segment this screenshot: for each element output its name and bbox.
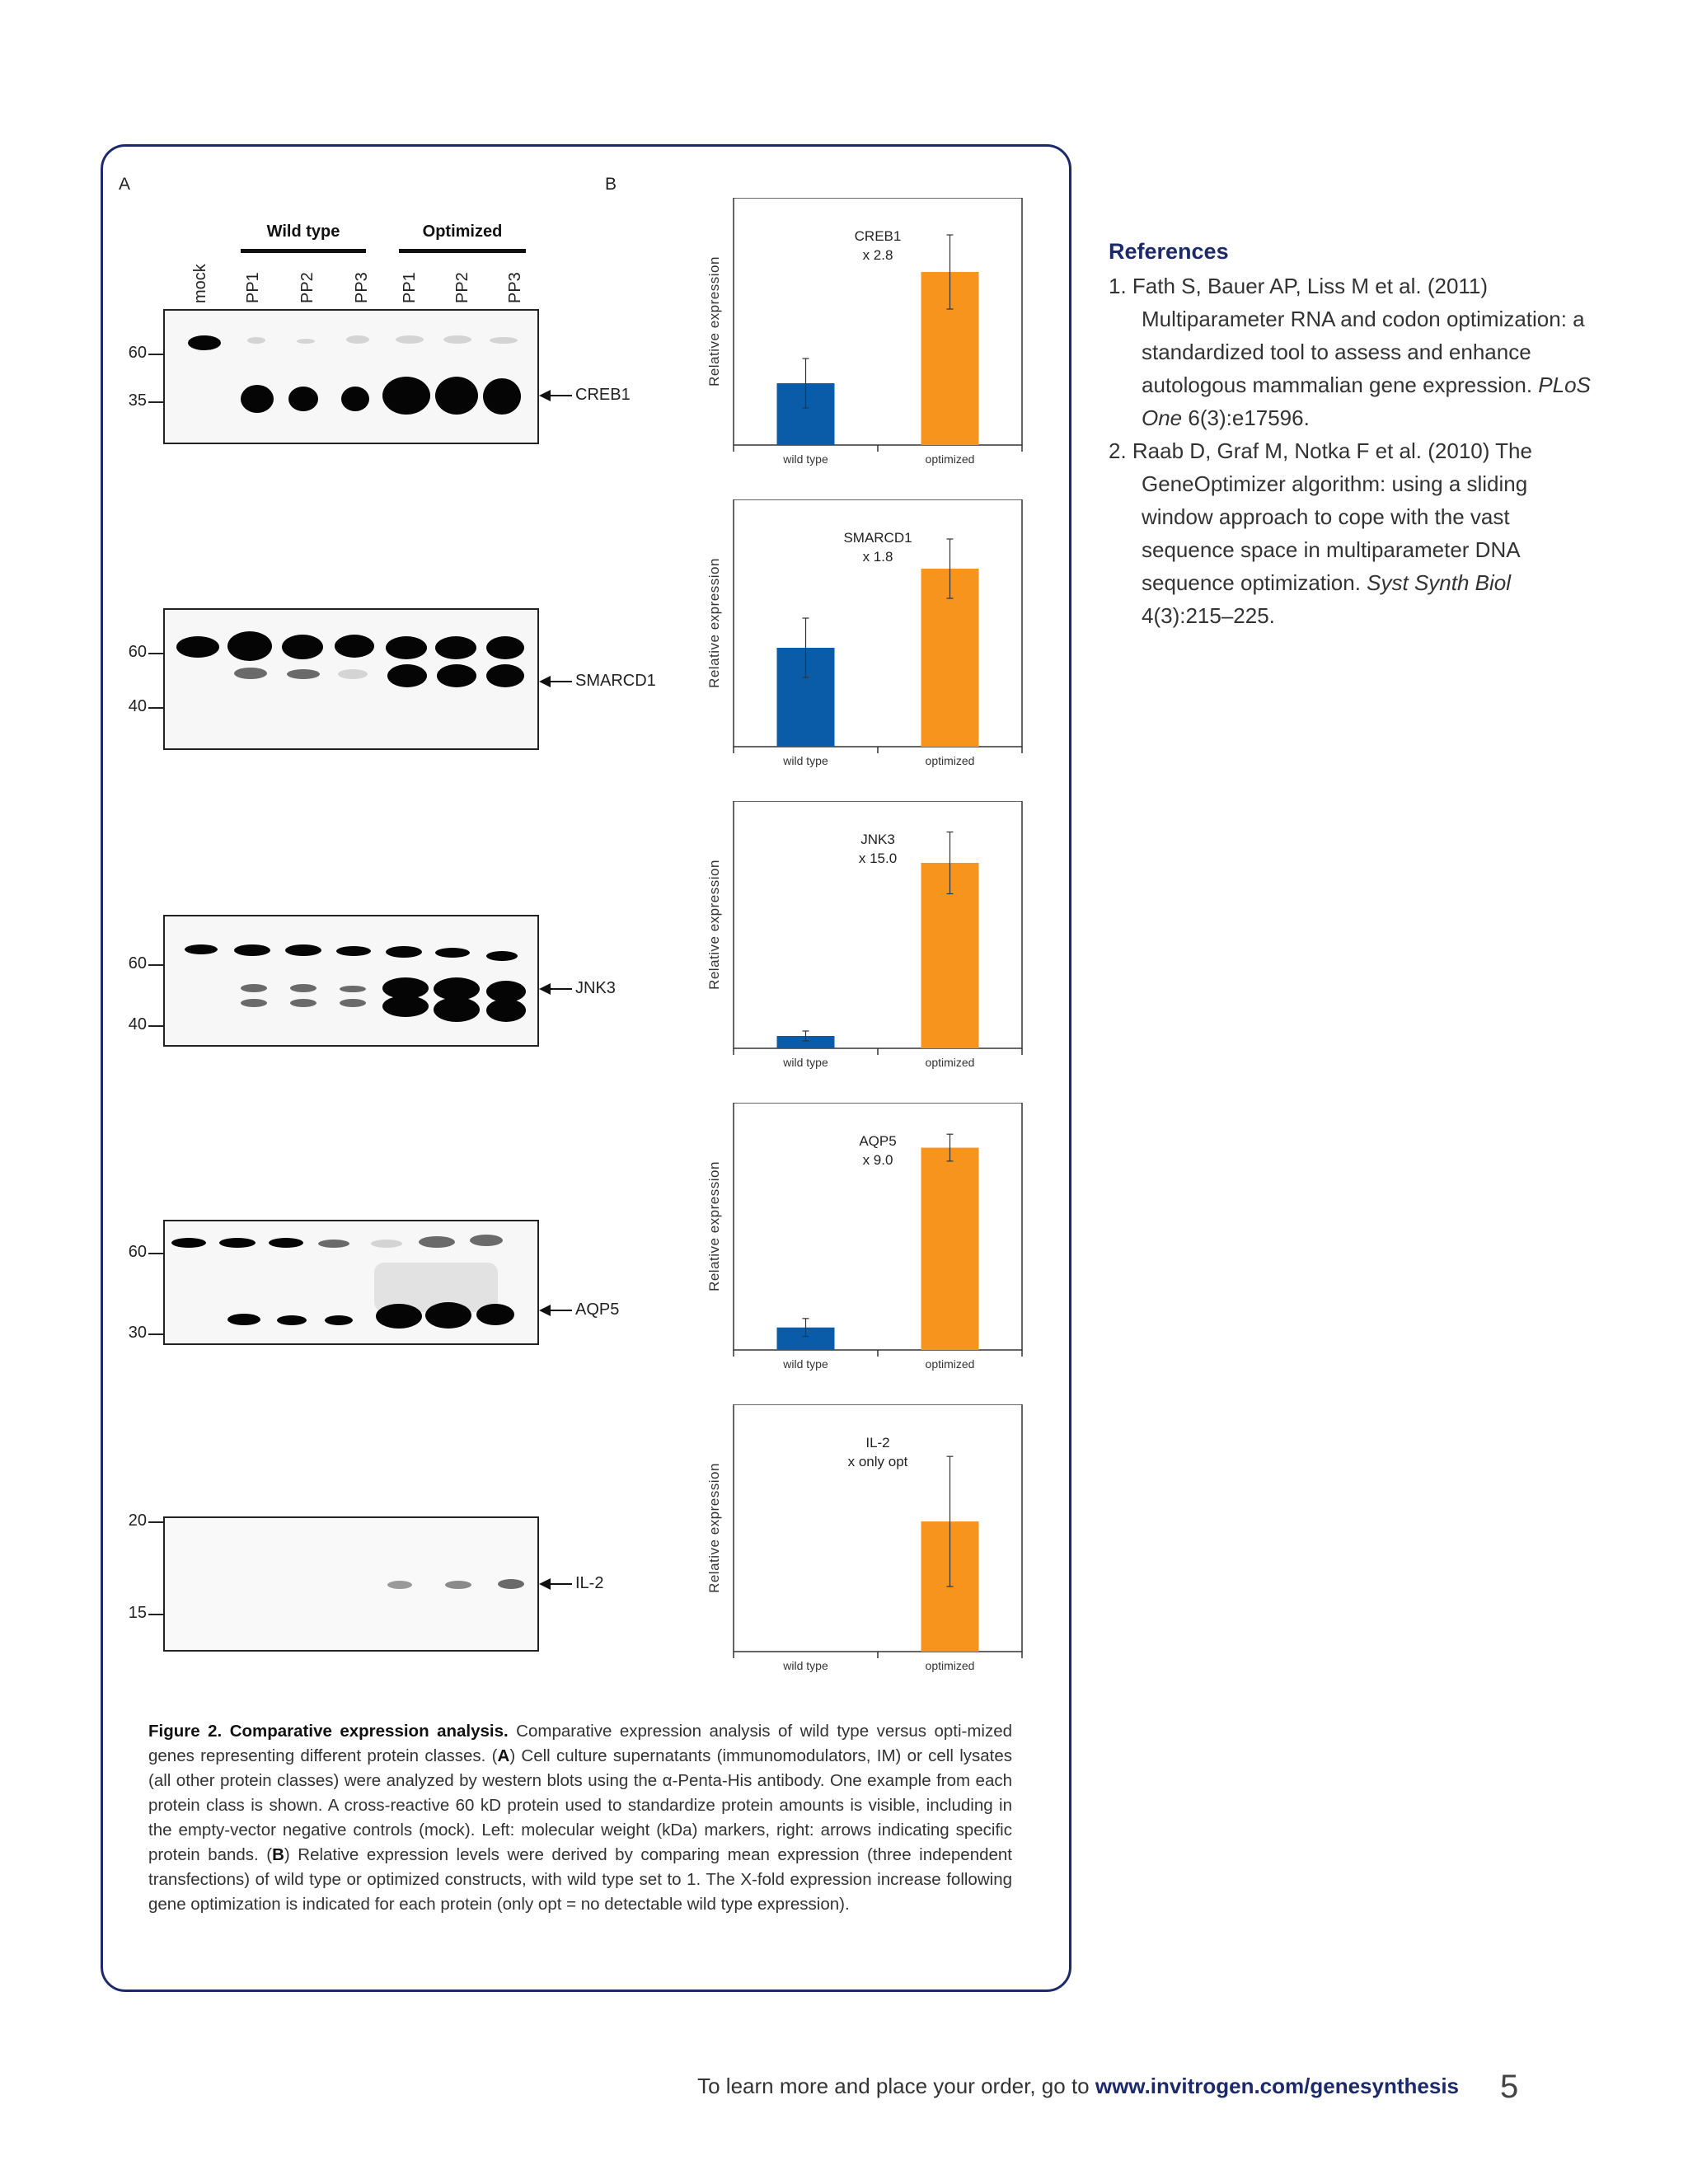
panel-a-label: A [119,175,131,194]
arrow-left-icon [539,390,551,401]
bar-chart-jnk3 [692,801,1039,1073]
arrow-label-aqp5: AQP5 [539,1301,619,1319]
western-blot-smarcd1 [163,608,539,750]
lane-label-mock: mock [191,264,209,303]
references-section [1109,239,1603,632]
x-tick-label: wild type [783,1056,828,1069]
arrow-label-il2: IL-2 [539,1574,603,1593]
mw-marker: 60 [128,643,147,661]
bar-chart-creb1 [692,198,1039,470]
group-optimized-bar [399,249,526,253]
lane-label-opt-pp2: PP2 [453,272,471,303]
y-axis-label: Relative expression [706,1161,722,1291]
footer-text: To learn more and place your order, go to www.invitrogen.com/genesynthesis [697,2074,1459,2098]
western-blot-jnk3 [163,915,539,1047]
chart-annotation: JNK3 [860,832,895,847]
mw-marker: 60 [128,954,147,972]
references-title: References [1109,239,1229,264]
group-optimized-label: Optimized [422,223,503,241]
arrow-label-smarcd1: SMARCD1 [539,672,656,691]
bar-optimized [921,1148,979,1350]
mw-marker: 20 [128,1511,147,1530]
western-blot-aqp5 [163,1220,539,1345]
lane-label-wt-pp1: PP1 [244,272,262,303]
mw-marker: 60 [128,344,147,362]
panel-b-label: B [605,175,617,194]
x-tick-label: wild type [783,1659,828,1672]
arrow-label-creb1: CREB1 [539,386,631,405]
group-wild-type-bar [241,249,366,253]
chart-annotation: CREB1 [854,228,902,244]
chart-annotation: x only opt [847,1454,908,1469]
lane-label-wt-pp2: PP2 [298,272,316,303]
mw-marker: 15 [128,1604,147,1622]
mw-marker: 40 [128,697,147,715]
arrow-left-icon [539,1578,551,1590]
lane-label-wt-pp3: PP3 [353,272,371,303]
x-tick-label: wild type [783,754,828,767]
figure-caption: Figure 2. Comparative expression analysis. Comparative expression analysis of wild type versus opti-mized genes representing different protein classes. (A) Cell culture supernatants (immunomodulators, IM) or cell lysates (all other protein classes) were analyzed by western blots using the α-Penta-His antibody. One example from each protein class is shown. A cross-reactive 60 kD protein used to standardize protein amounts is visible, including in the empty-vector negative controls (mock). Left: molecular weight (kDa) markers, right: arrows indicating specific protein bands. (B) Relative expression levels were derived by comparing mean expression (three independent transfections) of wild type or optimized constructs, with wild type set to 1. The X-fold expression increase following gene optimization is indicated for each protein (only opt = no detectable wild type expression). [148,1722,1013,1914]
bar-chart-aqp5 [692,1103,1039,1375]
mw-marker: 40 [128,1015,147,1033]
mw-marker: 35 [128,391,147,410]
reference-item: 1. Fath S, Bauer AP, Liss M et al. (2011) Multiparameter RNA and codon optimization: a standardized tool to assess and enhance autologous mammalian gene expression. PLoS One 6(3):e17596. [1109,274,1591,430]
x-tick-label: wild type [783,452,828,466]
western-blot-creb1 [163,309,539,444]
chart-annotation: IL-2 [865,1435,890,1451]
y-axis-label: Relative expression [706,558,722,688]
mw-marker: 60 [128,1243,147,1261]
arrow-left-icon [539,983,551,995]
bar-chart-il2 [692,1404,1039,1676]
footer-link[interactable]: www.invitrogen.com/genesynthesis [1095,2074,1459,2098]
x-tick-label: optimized [925,1056,975,1069]
group-wild-type-label: Wild type [266,223,340,241]
y-axis-label: Relative expression [706,1463,722,1593]
chart-annotation: x 1.8 [862,549,893,565]
chart-annotation: AQP5 [859,1133,897,1149]
x-tick-label: optimized [925,1357,975,1371]
y-axis-label: Relative expression [706,860,722,990]
chart-annotation: x 2.8 [862,247,893,263]
lane-label-opt-pp3: PP3 [506,272,524,303]
arrow-left-icon [539,1305,551,1316]
lane-label-opt-pp1: PP1 [401,272,419,303]
chart-annotation: x 9.0 [862,1152,893,1168]
arrow-left-icon [539,676,551,687]
chart-annotation: x 15.0 [858,851,898,866]
bar-chart-smarcd1 [692,499,1039,771]
x-tick-label: optimized [925,1659,975,1672]
y-axis-label: Relative expression [706,256,722,387]
arrow-label-jnk3: JNK3 [539,979,616,998]
chart-annotation: SMARCD1 [843,530,912,546]
mw-marker: 30 [128,1324,147,1342]
x-tick-label: optimized [925,754,975,767]
page-number: 5 [1500,2069,1519,2105]
x-tick-label: wild type [783,1357,828,1371]
caption-title: Figure 2. Comparative expression analysis. [148,1722,509,1741]
western-blot-il2 [163,1516,539,1652]
x-tick-label: optimized [925,452,975,466]
reference-item: 2. Raab D, Graf M, Notka F et al. (2010) The GeneOptimizer algorithm: using a sliding window approach to cope with the vast sequence space in multiparameter DNA sequence optimization. Syst Synth Biol 4(3):215–225. [1109,438,1532,628]
